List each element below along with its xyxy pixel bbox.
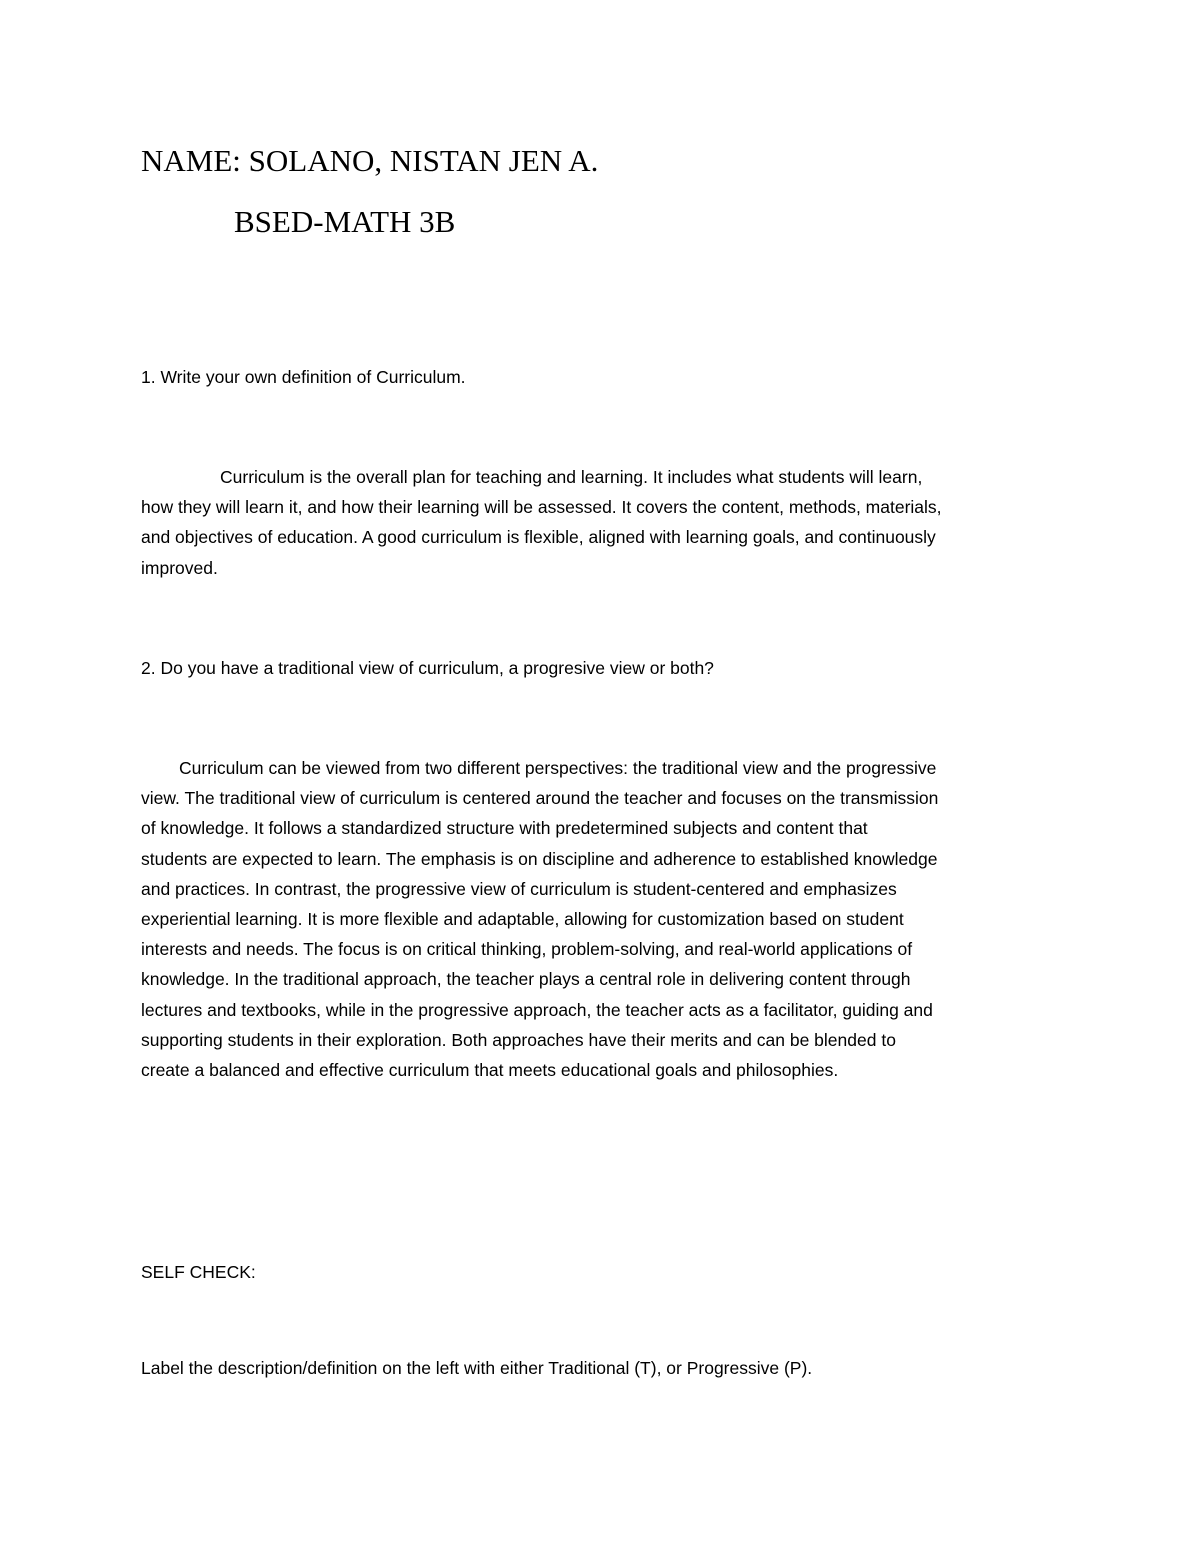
answer-2-line: students are expected to learn. The emphasis is on discipline and adherence to established knowledge <box>141 848 938 869</box>
question-2-prompt: 2. Do you have a traditional view of curriculum, a progresive view or both? <box>141 658 714 678</box>
answer-1-line: improved. <box>141 557 218 578</box>
answer-2-line: interests and needs. The focus is on critical thinking, problem-solving, and real-world applications of <box>141 939 913 960</box>
course-section-line: BSED-MATH 3B <box>234 204 456 239</box>
answer-1-line: Curriculum is the overall plan for teaching and learning. It includes what students will learn, <box>220 467 923 487</box>
question-2-answer <box>141 753 1071 1085</box>
answer-2-line: supporting students in their exploration. Both approaches have their merits and can be blended to <box>141 1029 896 1050</box>
answer-2-line: and practices. In contrast, the progressive view of curriculum is student-centered and emphasizes <box>141 878 897 899</box>
answer-2-line: experiential learning. It is more flexible and adaptable, allowing for customization based on student <box>141 909 904 930</box>
question-1-answer <box>141 462 1071 583</box>
answer-2-line: Curriculum can be viewed from two different perspectives: the traditional view and the progressive <box>179 758 937 778</box>
self-check-instruction: Label the description/definition on the left with either Traditional (T), or Progressive (P). <box>141 1358 813 1378</box>
answer-2-line: view. The traditional view of curriculum is centered around the teacher and focuses on the transmission <box>141 788 939 809</box>
self-check-heading: SELF CHECK: <box>141 1262 256 1282</box>
answer-2-line: knowledge. In the traditional approach, the teacher plays a central role in delivering content through <box>141 969 911 990</box>
answer-2-line: lectures and textbooks, while in the progressive approach, the teacher acts as a facilitator, guiding and <box>141 999 933 1020</box>
answer-2-line: create a balanced and effective curriculum that meets educational goals and philosophies. <box>141 1060 839 1081</box>
answer-1-line: how they will learn it, and how their learning will be assessed. It covers the content, methods, materials, <box>141 497 942 518</box>
student-name-line: NAME: SOLANO, NISTAN JEN A. <box>141 143 599 178</box>
answer-1-line: and objectives of education. A good curriculum is flexible, aligned with learning goals, and continuously <box>141 527 936 548</box>
answer-2-line: of knowledge. It follows a standardized structure with predetermined subjects and content that <box>141 818 868 839</box>
question-1-prompt: 1. Write your own definition of Curriculum. <box>141 367 466 387</box>
